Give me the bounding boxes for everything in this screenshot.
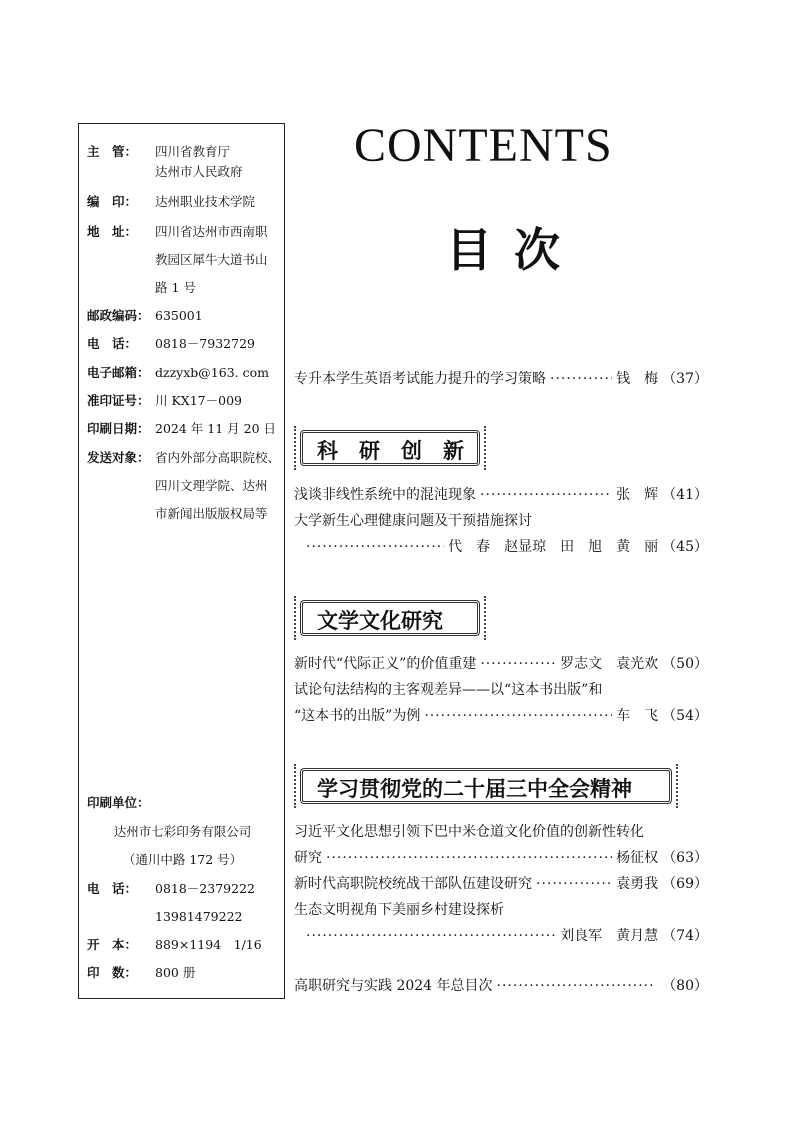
toc-entry-page: （54） xyxy=(662,708,708,724)
contents-heading: CONTENTS xyxy=(354,119,613,172)
publication-info-box xyxy=(78,123,285,999)
leader-dots xyxy=(550,369,612,389)
toc-entry-author: 车 飞 xyxy=(616,708,659,724)
phone-value: 0818－7932729 xyxy=(155,336,255,351)
toc-entry-title-line1[interactable]: 生态文明视角下美丽乡村建设探析 xyxy=(294,902,504,918)
toc-entry-title: “这本书的出版”为例 xyxy=(294,708,421,724)
print-phone-line-2: 13981479222 xyxy=(155,909,243,924)
copies-value: 800 册 xyxy=(155,965,196,980)
toc-entry-title: 浅谈非线性系统中的混沌现象 xyxy=(294,487,476,503)
toc-entry-author: 袁勇我 xyxy=(616,876,659,892)
toc-entry[interactable] xyxy=(306,537,708,557)
mulu-heading: 目次 xyxy=(446,223,582,277)
toc-entry-author: 代 春 赵显琼 田 旭 黄 丽 xyxy=(448,539,659,555)
sponsor-line-2: 达州市人民政府 xyxy=(155,164,243,179)
toc-entry-author: 刘良军 黄月慧 xyxy=(560,928,659,944)
toc-entry[interactable] xyxy=(294,369,708,389)
postcode-label: 邮政编码： xyxy=(87,308,150,323)
toc-entry[interactable] xyxy=(294,848,708,868)
toc-entry-page: （63） xyxy=(662,850,708,866)
toc-entry-title-line1[interactable]: 习近平文化思想引领下巴中米仓道文化价值的创新性转化 xyxy=(294,824,644,840)
toc-entry[interactable] xyxy=(294,654,708,674)
postcode-value: 635001 xyxy=(155,308,203,323)
printer-label: 编 印： xyxy=(87,194,138,209)
copies-label: 印 数： xyxy=(87,965,138,980)
print-unit-name: 达州市七彩印务有限公司 xyxy=(113,824,252,839)
format-value: 889×1194 1/16 xyxy=(155,937,262,952)
toc-entry-title-line1[interactable]: 大学新生心理健康问题及干预措施探讨 xyxy=(294,513,532,529)
toc-entry-title: 高职研究与实践 2024 年总目次 xyxy=(294,978,493,994)
print-date-value: 2024 年 11 月 20 日 xyxy=(155,421,276,436)
leader-dots xyxy=(480,654,556,674)
print-phone-label: 电 话： xyxy=(87,881,138,896)
toc-entry-title: 专升本学生英语考试能力提升的学习策略 xyxy=(294,371,546,387)
sponsor-line-1: 四川省教育厅 xyxy=(155,144,231,159)
print-date-label: 印刷日期： xyxy=(87,421,150,436)
toc-entry-page: （37） xyxy=(662,371,708,387)
print-phone-line-1: 0818－2379222 xyxy=(155,881,255,896)
send-label: 发送对象： xyxy=(87,450,150,465)
toc-entry-author: 钱 梅 xyxy=(616,371,659,387)
section-heading-literature: 文学文化研究 xyxy=(300,600,480,636)
send-line-3: 市新闻出版版权局等 xyxy=(155,506,268,521)
toc-entry[interactable] xyxy=(294,485,708,505)
leader-dots xyxy=(306,926,556,946)
toc-entry-title-line1[interactable]: 试论句法结构的主客观差异——以“这本书出版”和 xyxy=(294,682,603,698)
format-label: 开 本： xyxy=(87,937,138,952)
print-unit-address: （通川中路 172 号） xyxy=(122,852,243,867)
send-line-1: 省内外部分高职院校、 xyxy=(155,450,281,465)
toc-entry[interactable] xyxy=(294,874,708,894)
toc-entry-author: 张 辉 xyxy=(616,487,659,503)
address-line-3: 路 1 号 xyxy=(155,280,196,295)
toc-entry-page: （50） xyxy=(662,656,708,672)
leader-dots xyxy=(424,706,612,726)
section-heading-research: 科 研 创 新 xyxy=(300,430,480,466)
toc-entry-page: （69） xyxy=(662,876,708,892)
toc-entry-author: 罗志文 袁光欢 xyxy=(560,656,659,672)
send-line-2: 四川文理学院、达州 xyxy=(155,478,268,493)
email-label: 电子邮箱： xyxy=(87,365,150,380)
toc-entry[interactable] xyxy=(294,976,708,996)
print-unit-label: 印刷单位： xyxy=(87,795,150,810)
toc-entry-title: 新时代高职院校统战干部队伍建设研究 xyxy=(294,876,532,892)
address-label: 地 址： xyxy=(87,224,138,239)
toc-entry-page: （45） xyxy=(662,539,708,555)
toc-entry[interactable] xyxy=(294,706,708,726)
toc-entry-page: （41） xyxy=(662,487,708,503)
leader-dots xyxy=(480,485,612,505)
toc-entry-author: 杨征权 xyxy=(616,850,659,866)
permit-value: 川 KX17－009 xyxy=(155,393,242,408)
permit-label: 准印证号： xyxy=(87,393,150,408)
leader-dots xyxy=(536,874,612,894)
section-heading-plenum: 学习贯彻党的二十届三中全会精神 xyxy=(300,768,672,804)
phone-label: 电 话： xyxy=(87,336,138,351)
sponsor-label: 主 管： xyxy=(87,144,138,159)
address-line-1: 四川省达州市西南职 xyxy=(155,224,268,239)
toc-entry-page: （80） xyxy=(662,978,708,994)
leader-dots xyxy=(497,976,655,996)
leader-dots xyxy=(306,537,444,557)
printer-value: 达州职业技术学院 xyxy=(155,194,256,209)
leader-dots xyxy=(326,848,612,868)
toc-entry-page: （74） xyxy=(662,928,708,944)
address-line-2: 教园区犀牛大道书山 xyxy=(155,252,268,267)
toc-entry-title: 研究 xyxy=(294,850,322,866)
toc-entry[interactable] xyxy=(306,926,708,946)
email-value: dzzyxb@163. com xyxy=(155,365,269,380)
toc-entry-title: 新时代“代际正义”的价值重建 xyxy=(294,656,477,672)
